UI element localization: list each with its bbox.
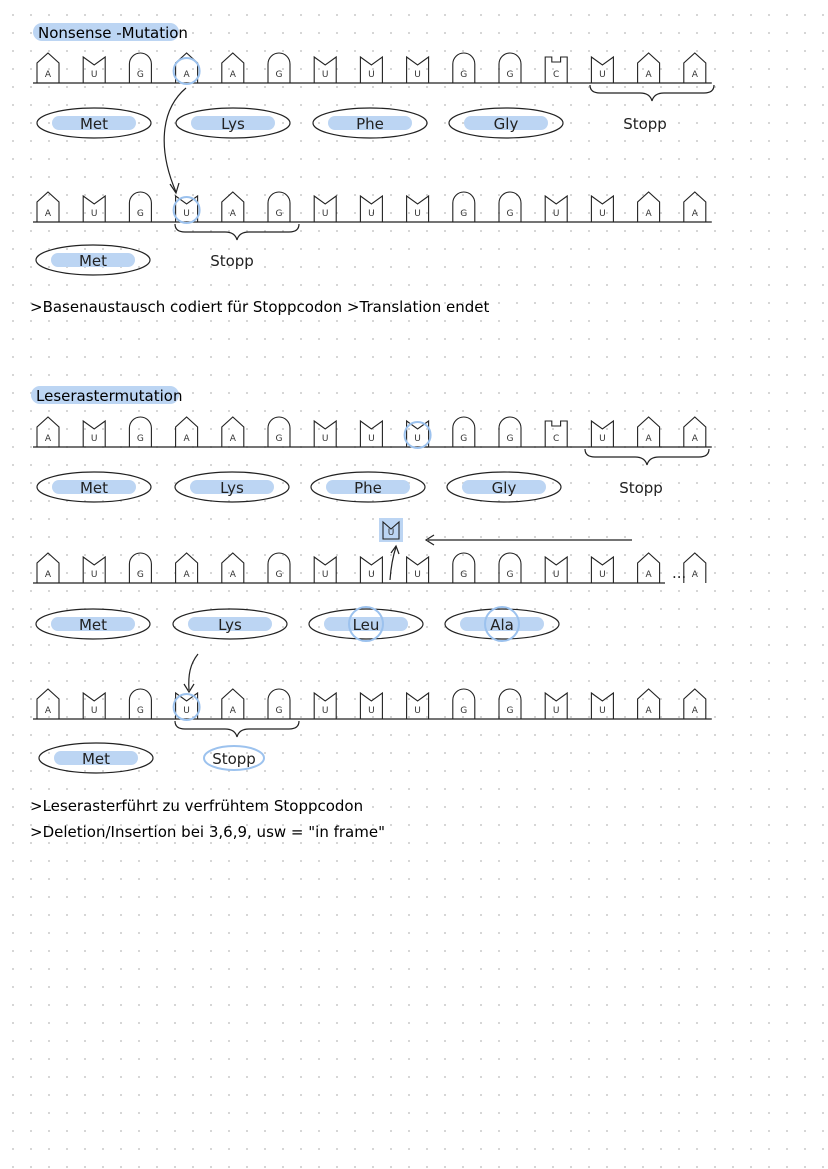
base-a [684,53,706,83]
base-g [268,689,290,719]
base-g [453,553,475,583]
base-letter: A [645,209,652,219]
insertion-point-arrow [390,547,396,580]
base-letter: U [552,209,560,219]
base-u [591,196,613,222]
base-letter: G [460,209,468,219]
strand-ellipsis: ... [672,564,687,582]
base-letter: G [460,434,468,444]
translation-original [37,472,663,502]
base-u [360,693,382,719]
base-a [684,553,706,583]
base-u [83,196,105,222]
base-g [499,53,521,83]
base-letter: A [44,70,52,80]
base-letter: G [460,706,468,716]
base-u [83,421,105,447]
base-letter: U [183,706,190,716]
base-g [453,689,475,719]
section-nonsense-mutation [30,23,714,316]
base-u [360,557,382,583]
amino-acid-label: Met [78,252,108,270]
base-u [174,196,200,223]
base-g [499,192,521,222]
base-letter: U [368,706,375,716]
amino-acid-label: Met [79,479,109,497]
base-g [129,417,151,447]
base-letter: G [136,434,144,444]
base-u [314,421,336,447]
base-u [314,57,336,83]
note-line: >Basenaustausch codiert für Stoppcodon >Translation endet [30,298,490,316]
base-letter: U [552,570,560,580]
base-g [499,553,521,583]
base-g [129,689,151,719]
translation-frameshifted [39,743,264,773]
base-a [37,689,59,719]
base-a [638,417,660,447]
mrna-strand-frameshifted [33,689,712,720]
base-letter: U [368,434,375,444]
amino-acid [36,609,150,639]
base-a [37,192,59,222]
base-letter: U [321,70,329,80]
amino-acid-label: Gly [491,479,517,497]
stop-label [204,746,264,770]
stop-text: Stopp [212,750,256,768]
section-title: Nonsense -Mutation [38,24,188,42]
base-letter: C [553,70,560,80]
base-a [638,689,660,719]
base-a [638,553,660,583]
base-a [222,553,244,583]
base-a [638,53,660,83]
stop-codon-bracket [175,721,299,737]
base-letter: U [599,434,606,444]
base-u [360,57,382,83]
base-letter: U [552,706,560,716]
base-g [268,553,290,583]
base-u [405,421,431,448]
mrna-strand-original [33,53,712,84]
base-letter: A [645,706,652,716]
base-letter: A [183,434,190,444]
base-letter: U [90,706,98,716]
base-u [407,57,429,83]
base-letter: G [506,706,514,716]
amino-acid [311,472,425,502]
amino-acid [37,472,151,502]
note-line: >Deletion/Insertion bei 3,6,9, usw = "in frame" [30,823,385,841]
stop-text: Stopp [210,252,254,270]
base-letter: A [645,70,652,80]
base-c [545,421,567,447]
base-letter: U [183,209,190,219]
stop-label [619,479,663,497]
base-a [222,53,244,83]
base-a [222,417,244,447]
base-letter: G [506,70,514,80]
base-letter: G [506,209,514,219]
amino-acid-label: Phe [356,115,384,133]
mrna-strand-inserted [33,553,706,583]
amino-acid-label: Met [81,750,111,768]
amino-acid [313,108,427,138]
base-letter: G [275,570,283,580]
amino-acid [176,108,290,138]
base-letter: A [44,209,52,219]
base-letter: U [321,570,329,580]
base-letter: U [368,70,375,80]
base-u [83,57,105,83]
base-letter: A [691,209,698,219]
base-g [499,417,521,447]
stop-label [623,115,667,133]
base-letter: G [136,209,144,219]
base-u [545,693,567,719]
stop-codon-bracket [590,85,714,101]
stop-text: Stopp [623,115,667,133]
base-letter: U [414,706,421,716]
base-letter: A [691,434,698,444]
stop-codon-bracket [585,449,709,465]
amino-acid [39,743,153,773]
amino-acid-label: Met [79,115,109,133]
base-letter: A [44,434,52,444]
base-c [545,57,567,83]
mutation-arrow [164,88,186,192]
base-a [37,417,59,447]
amino-acid-label: Phe [354,479,382,497]
base-letter: G [275,209,283,219]
translation-original [37,108,667,138]
base-letter: A [691,70,698,80]
stop-label [210,252,254,270]
section-frameshift-mutation [30,386,712,841]
stop-text: Stopp [619,479,663,497]
base-a [222,192,244,222]
base-letter: A [183,70,190,80]
base-letter: G [136,70,144,80]
base-letter: A [691,570,698,580]
base-a [176,417,198,447]
base-u [360,196,382,222]
base-letter: A [229,70,236,80]
base-u [591,57,613,83]
base-u [591,557,613,583]
base-g [268,417,290,447]
base-u [83,557,105,583]
base-letter: U [414,70,421,80]
amino-acid-label: Lys [221,115,245,133]
base-a [37,53,59,83]
base-letter: A [229,570,236,580]
base-letter: G [506,570,514,580]
mrna-strand-original [33,417,712,448]
base-g [129,53,151,83]
base-u [407,196,429,222]
base-u [591,421,613,447]
base-letter: U [90,570,98,580]
base-letter: U [90,209,98,219]
inserted-base [379,518,403,542]
base-a [684,689,706,719]
amino-acid [37,108,151,138]
base-letter: U [368,570,375,580]
base-letter: U [414,209,421,219]
base-u [83,693,105,719]
amino-acid-label: Lys [218,616,242,634]
base-letter: G [460,70,468,80]
base-letter: U [387,528,395,538]
amino-acid-label: Leu [352,616,380,634]
base-g [129,192,151,222]
translation-mutated [36,245,254,275]
base-u [545,196,567,222]
amino-acid-label: Met [78,616,108,634]
base-letter: U [599,209,606,219]
base-letter: A [229,706,236,716]
stop-codon-bracket [175,224,299,240]
base-g [129,553,151,583]
amino-acid [447,472,561,502]
base-letter: G [136,570,144,580]
amino-acid-label: Lys [220,479,244,497]
base-g [268,53,290,83]
base-a [684,417,706,447]
base-letter: G [460,570,468,580]
base-g [268,192,290,222]
base-u [314,196,336,222]
base-letter: U [599,706,606,716]
amino-acid [309,607,423,641]
section-title: Leserastermutation [36,387,183,405]
base-letter: A [183,570,190,580]
amino-acid-label: Ala [490,616,514,634]
mrna-strand-mutated [33,192,712,223]
base-letter: A [691,706,698,716]
base-a [176,553,198,583]
amino-acid [445,607,559,641]
base-u [591,693,613,719]
base-letter: G [275,706,283,716]
base-letter: G [506,434,514,444]
base-g [453,53,475,83]
base-letter: A [645,570,652,580]
base-letter: U [321,434,329,444]
translation-shifted [36,607,559,641]
base-u [314,557,336,583]
base-a [638,192,660,222]
base-letter: A [229,209,236,219]
base-a [37,553,59,583]
base-u [360,421,382,447]
base-a [222,689,244,719]
amino-acid [36,245,150,275]
base-letter: C [553,434,560,444]
base-letter: A [44,570,52,580]
base-letter: U [90,70,98,80]
note-line: >Leserasterführt zu verfrühtem Stoppcodon [30,797,364,815]
base-letter: G [136,706,144,716]
base-letter: U [599,70,606,80]
base-g [499,689,521,719]
base-letter: U [599,570,606,580]
base-letter: U [368,209,375,219]
base-letter: U [90,434,98,444]
amino-acid [173,609,287,639]
amino-acid-label: Gly [493,115,519,133]
base-letter: U [414,434,421,444]
amino-acid [175,472,289,502]
base-a [684,192,706,222]
base-letter: A [44,706,52,716]
base-u [314,693,336,719]
base-letter: U [321,706,329,716]
base-u [407,557,429,583]
base-letter: G [275,434,283,444]
base-letter: U [321,209,329,219]
base-letter: A [645,434,652,444]
base-letter: U [414,570,421,580]
amino-acid [449,108,563,138]
base-a [174,53,200,84]
base-u [407,693,429,719]
base-u [174,693,200,720]
base-letter: G [275,70,283,80]
base-g [453,417,475,447]
base-u [545,557,567,583]
base-letter: A [229,434,236,444]
base-g [453,192,475,222]
